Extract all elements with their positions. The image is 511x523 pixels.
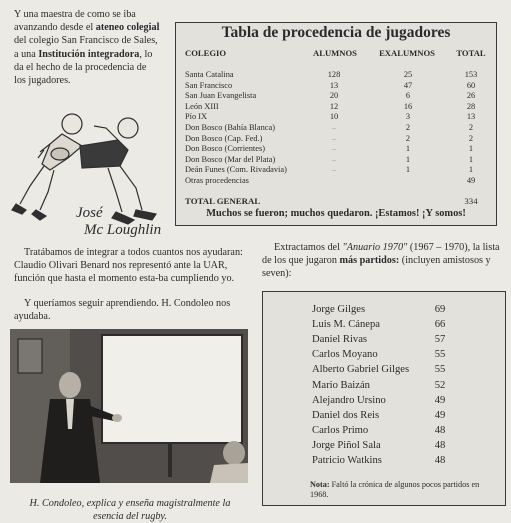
player-name: Mario Baizán [312, 379, 370, 391]
intro-bold-ateneo: ateneo colegial [95, 22, 160, 34]
player-games: 49 [434, 394, 446, 406]
table-cell-colegio: San Francisco [185, 80, 233, 90]
table-cell-colegio: Pío IX [185, 112, 208, 122]
player-name: Carlos Moyano [312, 349, 378, 361]
intro-paragraph [14, 8, 160, 87]
table-cell-exalumnos: 1 [405, 154, 411, 164]
intro-text-mid: del colegio San Francisco de Sales, a una [14, 35, 158, 60]
table-cell-total: 60 [466, 80, 476, 90]
players-note [310, 480, 490, 500]
table-cell-alumnos [316, 176, 352, 187]
table-cell-alumnos: – [331, 165, 337, 175]
table-cell-exalumnos: 2 [405, 133, 411, 143]
anuario-intro-mid: (1967 – 1970), la lista de los que jugaron [262, 242, 500, 267]
photo-condoleo-teaching [10, 329, 248, 483]
anuario-intro-end: (incluyen amistosos y seven): [262, 255, 491, 280]
player-games: 55 [434, 364, 446, 376]
table-footer-slogan: Muchos se fueron; muchos quedaron. ¡Estamos! ¡Y somos! [206, 208, 466, 219]
table-cell-alumnos: 10 [329, 112, 339, 122]
table-cell-alumnos: – [331, 133, 337, 143]
player-games: 66 [434, 319, 446, 331]
anuario-intro-bold: más partidos: [339, 255, 400, 267]
table-cell-exalumnos: 6 [405, 91, 411, 101]
player-games: 69 [434, 304, 446, 315]
table-cell-total: 13 [466, 112, 476, 122]
col-header-colegio: COLEGIO [185, 48, 227, 58]
illustration-signature-first: José [76, 205, 103, 221]
table-cell-alumnos: 20 [329, 91, 339, 101]
table-cell-exalumnos: 1 [405, 165, 411, 175]
paragraph-integration: Tratábamos de integrar a todos cuantos nos ayudaran: Claudio Olivari Benard nos representó ante la UAR, función que hasta el momento esta-ba cumpliendo yo. [14, 247, 243, 285]
paragraph-anuario-intro [262, 241, 502, 281]
table-cell-exalumnos: 2 [405, 123, 411, 132]
player-name: Patricio Watkins [312, 455, 382, 466]
table-cell-total: 1 [468, 154, 474, 164]
table-cell-alumnos: – [331, 154, 337, 164]
table-cell-total: 153 [464, 70, 478, 79]
player-games: 48 [434, 455, 446, 466]
table-cell-total: 1 [468, 165, 474, 175]
player-name: Alejandro Ursino [312, 394, 386, 406]
intro-bold-institucion: Institución integradora [38, 48, 140, 60]
table-total-value: 334 [464, 196, 478, 206]
table-cell-colegio: León XIII [185, 101, 219, 111]
players-note-label: Nota: [310, 480, 330, 489]
table-cell-exalumnos: 16 [403, 101, 413, 111]
player-games: 57 [434, 334, 446, 346]
table-cell-alumnos: – [331, 123, 337, 132]
anuario-title: "Anuario 1970" [342, 242, 408, 253]
provenance-table-title: Tabla de procedencia de jugadores [221, 24, 451, 41]
table-cell-exalumnos: 47 [403, 80, 413, 90]
player-games: 55 [434, 349, 446, 361]
player-games: 48 [434, 424, 446, 436]
col-header-alumnos: ALUMNOS [313, 48, 357, 58]
col-header-total: TOTAL [456, 48, 486, 58]
player-name: Jorge Gilges [312, 304, 366, 315]
player-games: 48 [434, 439, 446, 451]
player-name: Alberto Gabriel Gilges [312, 364, 410, 376]
table-cell-colegio: Don Bosco (Bahía Blanca) [185, 123, 276, 132]
anuario-intro-text: Extractamos del [274, 242, 343, 253]
table-cell-colegio: San Juan Evangelista [185, 91, 257, 101]
table-cell-alumnos: 12 [329, 101, 339, 111]
paragraph-learning: Y queríamos seguir aprendiendo. H. Condoleo nos ayudaba. [14, 298, 231, 323]
table-cell-exalumnos: 3 [405, 112, 411, 122]
table-cell-total: 1 [468, 144, 474, 154]
table-cell-total: 49 [466, 176, 476, 185]
table-cell-colegio: Deán Funes (Com. Rivadavia) [185, 165, 287, 175]
col-header-exalumnos: EXALUMNOS [379, 48, 435, 58]
table-cell-alumnos: 13 [329, 80, 339, 90]
photo-caption: H. Condoleo, explica y enseña magistralmente la esencia del rugby. [29, 498, 231, 523]
table-cell-colegio: Don Bosco (Cap. Fed.) [185, 133, 263, 143]
table-cell-total: 2 [468, 133, 474, 143]
player-games: 49 [434, 409, 446, 421]
player-name: Carlos Primo [312, 424, 369, 436]
player-name: Daniel Rivas [312, 334, 368, 346]
table-cell-exalumnos [390, 176, 426, 187]
player-name: Luis M. Cánepa [312, 319, 380, 331]
illustration-signature-last: Mc Loughlin [84, 222, 162, 238]
table-cell-alumnos: 128 [327, 70, 341, 79]
table-cell-colegio: Santa Catalina [185, 70, 234, 79]
player-name: Jorge Piñol Sala [312, 439, 381, 451]
table-cell-exalumnos: 25 [403, 70, 413, 79]
player-name: Daniel dos Reis [312, 409, 380, 421]
players-note-text: Faltó la crónica de algunos pocos partidos en 1968. [310, 480, 480, 499]
table-cell-exalumnos: 1 [405, 144, 411, 154]
table-total-label: TOTAL GENERAL [185, 196, 261, 206]
player-games: 52 [434, 379, 446, 391]
intro-text: Y una maestra de como se iba avanzando desde el [14, 9, 136, 34]
intro-text-end: , lo da el hecho de la procedencia de los jugadores. [14, 48, 153, 87]
table-cell-colegio: Don Bosco (Corrientes) [185, 144, 266, 154]
table-cell-colegio: Otras procedencias [185, 176, 249, 185]
table-cell-total: 26 [466, 91, 476, 101]
table-cell-colegio: Don Bosco (Mar del Plata) [185, 154, 276, 164]
table-cell-alumnos: – [331, 144, 337, 154]
table-cell-total: 28 [466, 101, 476, 111]
table-cell-total: 2 [468, 123, 474, 132]
